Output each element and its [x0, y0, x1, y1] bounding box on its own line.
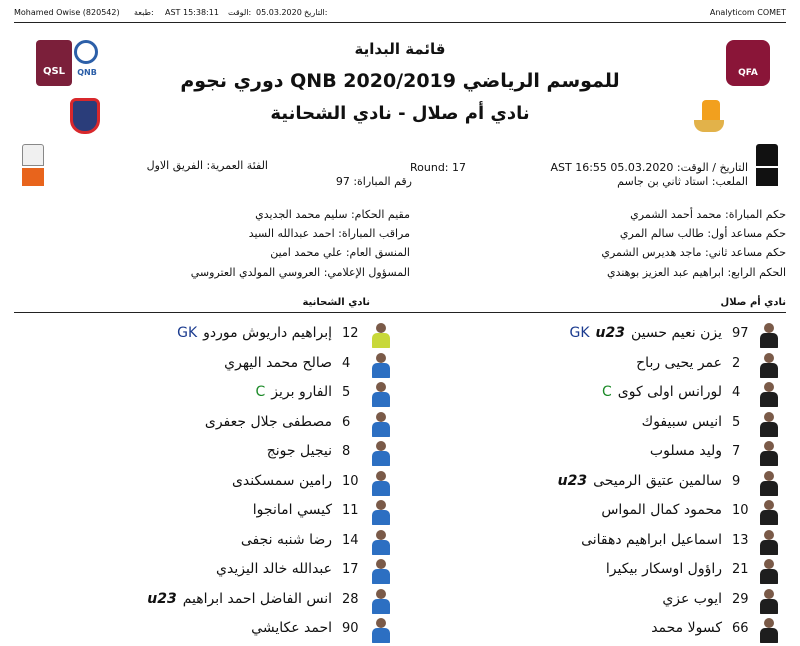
away-kit-icon — [22, 144, 44, 186]
player-photo — [758, 322, 780, 348]
player-name-line — [650, 443, 722, 459]
player-photo — [758, 558, 780, 584]
player-photo — [370, 322, 392, 348]
player-row — [10, 320, 400, 350]
header-divider — [14, 22, 786, 23]
player-row — [10, 497, 400, 527]
player-name-line — [642, 414, 722, 430]
player-photo — [370, 558, 392, 584]
player-name: صالح محمد اليهري — [224, 354, 332, 371]
player-name: اسماعيل ابراهيم دهقانى — [581, 531, 722, 548]
print-user: Mohamed Owise (820542) — [14, 8, 120, 17]
player-name: انس الفاضل احمد ابراهيم — [182, 590, 332, 607]
player-row — [400, 497, 790, 527]
player-photo — [758, 381, 780, 407]
player-row — [400, 409, 790, 439]
player-name-line — [241, 532, 332, 548]
away-team-header: نادي الشحانية — [302, 297, 370, 308]
player-number: 90 — [342, 621, 359, 636]
print-date-label: التاريخ: — [304, 8, 328, 17]
player-row — [400, 468, 790, 498]
player-name-line — [232, 473, 332, 489]
match-stadium: الملعب: استاد ثاني بن جاسم — [617, 175, 748, 188]
player-row — [10, 468, 400, 498]
player-number: 4 — [342, 355, 351, 371]
player-photo — [758, 529, 780, 555]
player-number: 29 — [732, 591, 749, 607]
player-photo — [370, 529, 392, 555]
player-name: يزن نعيم حسين — [630, 325, 722, 341]
player-number: 10 — [342, 473, 359, 489]
player-number: 13 — [732, 532, 749, 548]
player-number: 97 — [732, 326, 749, 341]
player-name-line — [251, 620, 332, 636]
age-category: الفئة العمرية: الفريق الاول — [146, 159, 268, 172]
player-number: 11 — [342, 503, 359, 518]
official-assistant-2: حكم مساعد ثاني: ماجد هديرس الشمري — [601, 246, 786, 259]
player-name-line — [177, 325, 332, 341]
captain-badge: C — [255, 384, 266, 400]
match-round: Round: 17 — [410, 161, 467, 174]
player-name: لورانس اولى كوى — [617, 384, 722, 400]
player-name-line — [253, 502, 332, 518]
player-name-line — [606, 561, 722, 577]
player-number: 4 — [732, 385, 741, 400]
report-title: قائمة البداية — [354, 40, 446, 58]
print-time: AST 15:38:11 — [165, 8, 219, 17]
player-row — [10, 438, 400, 468]
player-number: 66 — [732, 621, 749, 636]
player-row — [400, 556, 790, 586]
player-number: 12 — [342, 326, 359, 341]
player-row — [400, 527, 790, 557]
player-number: 8 — [342, 444, 351, 459]
player-name-line — [205, 414, 332, 430]
player-number: 2 — [732, 355, 741, 371]
player-number: 10 — [732, 503, 749, 518]
player-photo — [758, 411, 780, 437]
player-row — [400, 586, 790, 616]
official-coordinator: المنسق العام: علي محمد امين — [270, 246, 410, 259]
player-name-line — [256, 384, 333, 400]
player-photo — [758, 617, 780, 643]
player-photo — [758, 499, 780, 525]
player-number: 21 — [732, 562, 749, 577]
player-photo — [370, 499, 392, 525]
qsl-logo: QSL — [36, 40, 72, 86]
player-name-line — [651, 620, 722, 636]
official-referee: حكم المباراة: محمد أحمد الشمري — [630, 208, 786, 221]
player-row — [400, 350, 790, 380]
player-row — [10, 350, 400, 380]
player-photo — [370, 440, 392, 466]
player-number: 28 — [342, 591, 359, 607]
print-app-name: Analyticom COMET — [709, 8, 786, 17]
player-name: انيس سبيفوك — [641, 413, 722, 430]
player-name-line — [558, 473, 722, 489]
player-name: سالمين عتيق الرميحى — [593, 472, 722, 489]
qnb-logo: QNB — [74, 40, 100, 86]
player-name-line — [601, 502, 722, 518]
player-row — [400, 615, 790, 645]
official-assessor: مقيم الحكام: سليم محمد الجديدي — [255, 208, 410, 221]
official-commissioner: مراقب المباراة: احمد عبدالله السيد — [248, 227, 410, 240]
u23-badge: u23 — [557, 472, 588, 489]
player-name: ايوب عزي — [662, 590, 722, 607]
player-name-line — [224, 355, 332, 371]
player-row — [10, 556, 400, 586]
player-photo — [370, 352, 392, 378]
player-row — [10, 586, 400, 616]
player-name-line — [147, 591, 332, 607]
player-row — [400, 320, 790, 350]
player-photo — [370, 617, 392, 643]
print-time-label: الوقت: — [228, 8, 252, 17]
player-name: وليد مسلوب — [649, 443, 722, 459]
player-photo — [758, 588, 780, 614]
player-name: الفارو بريز — [271, 384, 332, 400]
player-row — [10, 527, 400, 557]
goalkeeper-badge: GK — [569, 325, 590, 341]
player-name: نيجيل جونج — [266, 443, 332, 459]
captain-badge: C — [601, 384, 612, 400]
player-name: عمر يحيى رباح — [636, 354, 722, 371]
u23-badge: u23 — [595, 325, 625, 341]
player-photo — [758, 470, 780, 496]
player-name: رامين سمسكندى — [231, 472, 332, 489]
player-number: 14 — [342, 532, 359, 548]
official-media: المسؤول الإعلامي: العروسي المولدي العتروسي — [190, 266, 410, 279]
player-number: 17 — [342, 562, 359, 577]
player-name-line — [267, 443, 332, 459]
player-photo — [370, 381, 392, 407]
official-fourth: الحكم الرابع: ابراهيم عبد العزيز بوهندي — [606, 266, 786, 279]
player-row — [400, 379, 790, 409]
player-name-line — [636, 355, 722, 371]
player-number: 5 — [732, 414, 741, 430]
player-number: 6 — [342, 414, 351, 430]
player-name: رضا شنبه نجفى — [240, 531, 332, 548]
official-assistant-1: حكم مساعد أول: طالب سالم المري — [619, 227, 786, 240]
player-name: عبدالله خالد اليزيدي — [216, 561, 332, 577]
player-name-line — [216, 561, 332, 577]
player-photo — [758, 440, 780, 466]
player-number: 9 — [732, 473, 741, 489]
print-label: طبعة: — [134, 8, 154, 17]
player-name: مصطفى جلال جعفرى — [204, 413, 332, 430]
match-number: رقم المباراة: 97 — [335, 175, 412, 188]
match-title: نادي أم صلال - نادي الشحانية — [270, 103, 530, 124]
player-row — [10, 379, 400, 409]
qfa-logo: QFA — [726, 40, 770, 86]
player-number: 5 — [342, 385, 351, 400]
player-name-line — [662, 591, 722, 607]
player-photo — [758, 352, 780, 378]
player-name: كيسي امانجوا — [252, 502, 332, 518]
player-photo — [370, 588, 392, 614]
player-photo — [370, 470, 392, 496]
player-name-line — [569, 325, 722, 341]
player-row — [10, 409, 400, 439]
home-kit-icon — [756, 144, 778, 186]
print-date: 05.03.2020 — [256, 8, 302, 17]
lineup-divider — [14, 312, 786, 313]
u23-badge: u23 — [147, 590, 177, 607]
player-row — [10, 615, 400, 645]
player-name-line — [602, 384, 722, 400]
player-row — [400, 438, 790, 468]
home-team-header: نادي أم صلال — [720, 297, 786, 308]
goalkeeper-badge: GK — [177, 325, 198, 341]
player-name: راؤول اوسكار بيكيرا — [605, 561, 722, 577]
player-photo — [370, 411, 392, 437]
league-title: دوري نجوم QNB للموسم الرياضي 2020/2019 — [180, 70, 620, 92]
player-name: محمود كمال المواس — [601, 502, 722, 518]
match-datetime: التاريخ / الوقت: 05.03.2020 AST 16:55 — [550, 161, 748, 174]
player-name-line — [581, 532, 722, 548]
player-name: احمد عكايشي — [251, 620, 332, 636]
player-number: 7 — [732, 444, 741, 459]
player-name: كسولا محمد — [651, 620, 722, 636]
player-name: إبراهيم داريوش موردو — [203, 325, 332, 341]
